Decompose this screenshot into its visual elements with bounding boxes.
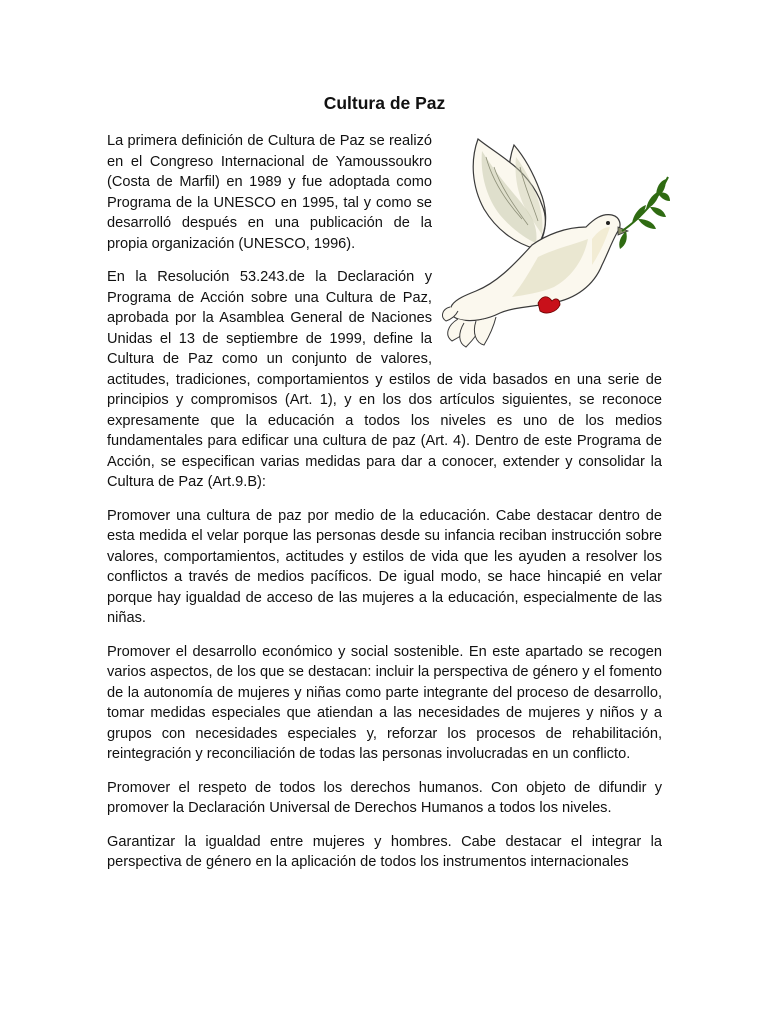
- paragraph-5: Promover el respeto de todos los derechos humanos. Con objeto de difundir y promover la Declaración Universal de Derechos Humanos a todos los niveles.: [107, 779, 662, 816]
- dove-with-olive-branch-icon: [442, 127, 670, 362]
- dove-illustration: [442, 127, 670, 362]
- paragraph-3: Promover una cultura de paz por medio de la educación. Cabe destacar dentro de esta medida el velar porque las personas desde su infancia reciban instrucción sobre valores, comportamientos, actitudes y estilos de vida que les ayuden a resolver los conflictos a través de medios pacíficos. De igual modo, se hace hincapié en velar porque hay igualdad de acceso de las mujeres a la educación, especialmente de las niñas.: [107, 507, 662, 626]
- paragraph-4: Promover el desarrollo económico y social sostenible. En este apartado se recogen varios aspectos, de los que se destacan: incluir la perspectiva de género y el fomento de la autonomía de mujeres y niñas como parte integrante del proceso de desarrollo, tomar medidas especiales que atiendan a las necesidades de mujeres y niños y a grupos con necesidades especiales y, reforzar los procesos de rehabilitación, reintegración y reconciliación de todas las personas involucradas en un conflicto.: [107, 643, 662, 762]
- paragraph-6: Garantizar la igualdad entre mujeres y hombres. Cabe destacar el integrar la perspectiva de género en la aplicación de todos los instrumentos internacionales: [107, 833, 662, 870]
- paragraph-1: La primera definición de Cultura de Paz se realizó en el Congreso Internacional de Yamoussoukro (Costa de Marfil) en 1989 y fue adoptada como Programa de la UNESCO en 1995, tal y como se desarrolló después en una publicación de la propia organización (UNESCO, 1996).: [107, 133, 432, 252]
- document-body: [107, 131, 662, 886]
- document-title: Cultura de Paz: [323, 93, 446, 113]
- paragraph-2: En la Resolución 53.243.de la Declaración y Programa de Acción sobre una Cultura de Paz, aprobada por la Asamblea General de Naciones Unidas el 13 de septiembre de 1999, define la Cultura de Paz como un conjunto de valores, actitudes, tradiciones, comportamientos y estilos de vida basados en una serie de principios y compromisos (Art. 1), y en los dos artículos siguientes, se reconoce expresamente que la educación a todos los niveles es uno de los medios fundamentales para edificar una cultura de paz (Art. 4). Dentro de este Programa de Acción, se especifican varias medidas para dar a conocer, extender y consolidar la Cultura de Paz (Art.9.B):: [107, 269, 662, 490]
- document-page: [107, 0, 662, 1024]
